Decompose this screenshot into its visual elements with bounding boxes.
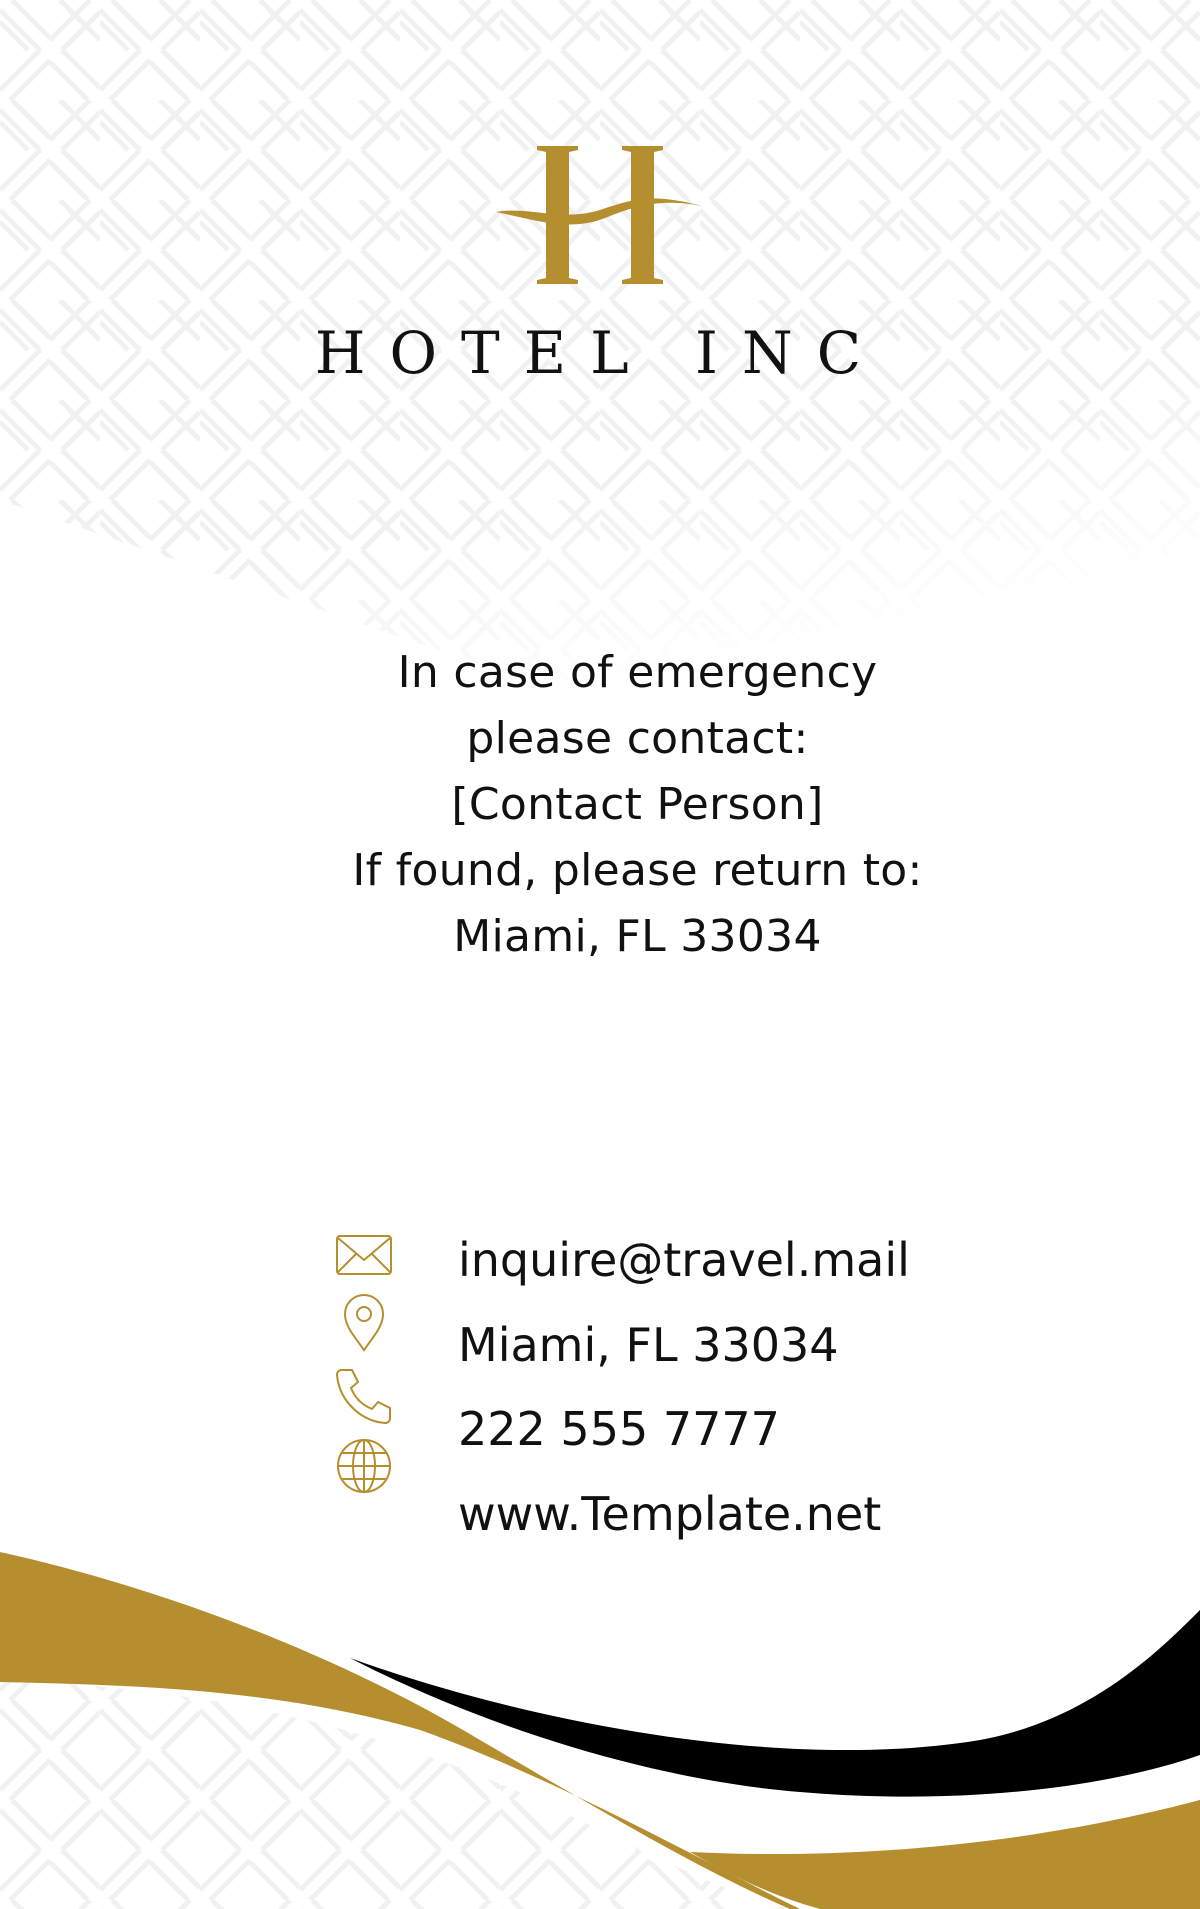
black-wave <box>350 1610 1200 1797</box>
emergency-line: please contact: <box>466 713 809 764</box>
brand-name: HOTEL INC <box>314 319 886 387</box>
phone-icon <box>334 1366 394 1426</box>
envelope-icon <box>334 1228 394 1288</box>
emergency-line: Miami, FL 33034 <box>453 911 822 962</box>
globe-icon <box>334 1436 394 1496</box>
website-text: www.Template.net <box>458 1487 882 1541</box>
email-text: inquire@travel.mail <box>458 1233 910 1287</box>
emergency-line: If found, please return to: <box>352 845 923 896</box>
emergency-line: [Contact Person] <box>451 779 824 830</box>
decorative-waves <box>0 1500 1200 1909</box>
location-pin-icon <box>334 1292 394 1352</box>
address-text: Miami, FL 33034 <box>458 1318 839 1372</box>
phone-text: 222 555 7777 <box>458 1402 780 1456</box>
emergency-line: In case of emergency <box>397 647 878 698</box>
